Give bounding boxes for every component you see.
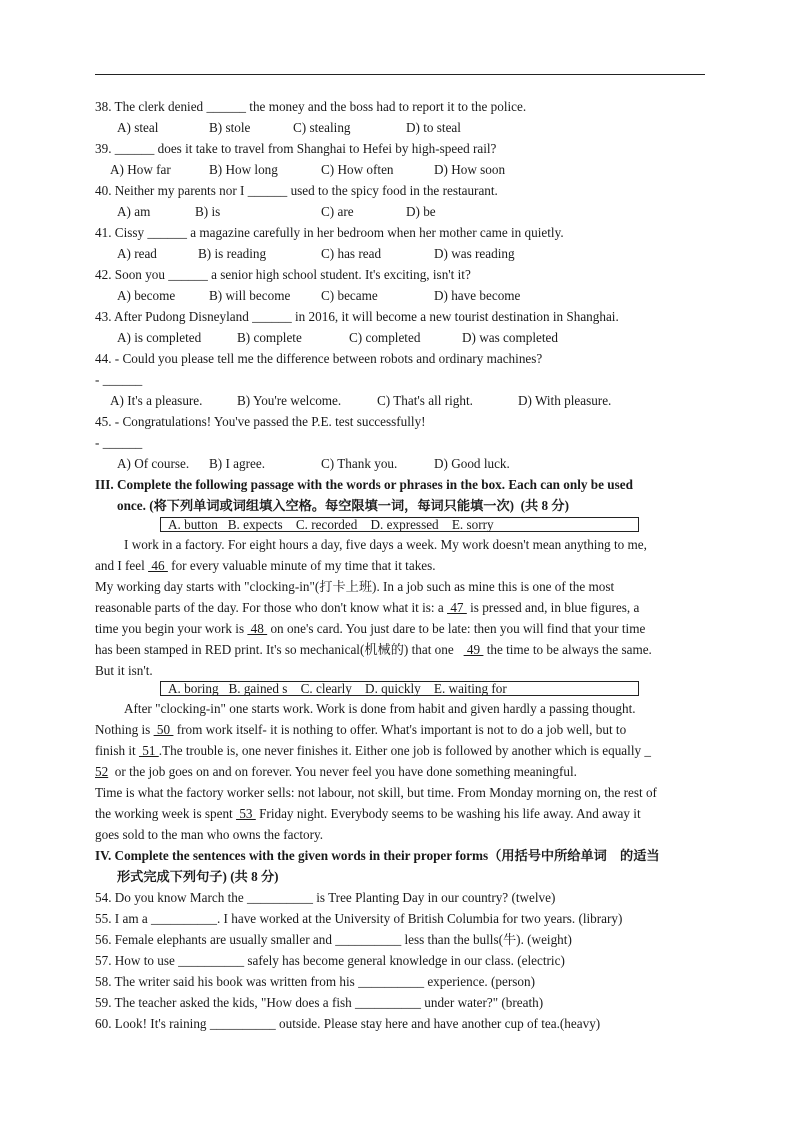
q42-option-d: D) have become: [434, 288, 521, 303]
question-41-stem: 41. Cissy ______ a magazine carefully in her bedroom when her mother came in quietly.: [95, 225, 564, 240]
passage-line-5: time you begin your work is 48 on one's card. You just dare to be late: then you will find that your time: [95, 621, 646, 636]
passage-line-14: goes sold to the man who owns the factory.: [95, 827, 324, 842]
q42-option-b: B) will become: [209, 288, 291, 303]
q40-option-b: B) is: [195, 204, 221, 219]
q41-option-c: C) has read: [321, 246, 382, 261]
q39-option-c: C) How often: [321, 162, 394, 177]
q38-option-d: D) to steal: [406, 120, 461, 135]
q41-option-a: A) read: [117, 246, 157, 261]
question-42-stem: 42. Soon you ______ a senior high school student. It's exciting, isn't it?: [95, 267, 471, 282]
q44-option-d: D) With pleasure.: [518, 393, 612, 408]
question-43-stem: 43. After Pudong Disneyland ______ in 2016, it will become a new tourist destination in Shanghai.: [95, 309, 619, 324]
section-4-heading-line2: 形式完成下列句子) (共 8 分): [117, 869, 279, 884]
q40-option-d: D) be: [406, 204, 436, 219]
blank-48: 48: [247, 621, 268, 636]
q40-option-c: C) are: [321, 204, 354, 219]
word-box-1-text: A. button B. expects C. recorded D. expressed E. sorry: [168, 517, 494, 532]
question-56: 56. Female elephants are usually smaller and __________ less than the bulls(牛). (weight): [95, 932, 572, 947]
q44-answer-blank: - ______: [95, 372, 143, 387]
q44-option-c: C) That's all right.: [377, 393, 473, 408]
q43-option-a: A) is completed: [117, 330, 202, 345]
q41-option-d: D) was reading: [434, 246, 515, 261]
passage-line-13: the working week is spent 53 Friday night. Everybody seems to be washing his life away. And away it: [95, 806, 641, 821]
blank-52: 52: [95, 764, 109, 779]
q42-option-a: A) become: [117, 288, 176, 303]
q45-option-a: A) Of course.: [117, 456, 190, 471]
q43-option-b: B) complete: [237, 330, 302, 345]
blank-50: 50: [153, 722, 174, 737]
question-55: 55. I am a __________. I have worked at the University of British Columbia for two years. (library): [95, 911, 623, 926]
q38-option-b: B) stole: [209, 120, 251, 135]
passage-line-1: I work in a factory. For eight hours a day, five days a week. My work doesn't mean anything to me,: [124, 537, 647, 552]
question-45-stem: 45. - Congratulations! You've passed the P.E. test successfully!: [95, 414, 426, 429]
question-38-stem: 38. The clerk denied ______ the money and the boss had to report it to the police.: [95, 99, 527, 114]
passage-line-9: Nothing is 50 from work itself- it is nothing to offer. What's important is not to do a job well, but to: [95, 722, 627, 737]
q43-option-c: C) completed: [349, 330, 421, 345]
header-rule: [95, 74, 705, 75]
q39-option-a: A) How far: [110, 162, 171, 177]
q38-option-c: C) stealing: [293, 120, 351, 135]
blank-47: 47: [447, 600, 467, 615]
q44-option-b: B) You're welcome.: [237, 393, 342, 408]
q38-option-a: A) steal: [117, 120, 159, 135]
blank-53: 53: [236, 806, 256, 821]
passage-line-4: reasonable parts of the day. For those who don't know what it is: a 47 is pressed and, in blue figures, a: [95, 600, 640, 615]
section-3-heading-line1: III. Complete the following passage with the words or phrases in the box. Each can only be used: [95, 477, 633, 492]
passage-line-10: finish it 51 .The trouble is, one never finishes it. Either one job is followed by another which is equally _: [95, 743, 651, 758]
q45-option-c: C) Thank you.: [321, 456, 398, 471]
q39-option-d: D) How soon: [434, 162, 506, 177]
passage-line-8: After "clocking-in" one starts work. Work is done from habit and given hardly a passing thought.: [124, 701, 636, 716]
blank-51: 51: [138, 743, 159, 758]
section-4-heading-line1: IV. Complete the sentences with the given words in their proper forms（用括号中所给单词 的适当: [95, 848, 660, 863]
q45-option-b: B) I agree.: [209, 456, 266, 471]
question-44-stem: 44. - Could you please tell me the difference between robots and ordinary machines?: [95, 351, 543, 366]
question-40-stem: 40. Neither my parents nor I ______ used to the spicy food in the restaurant.: [95, 183, 498, 198]
question-58: 58. The writer said his book was written from his __________ experience. (person): [95, 974, 535, 989]
q42-option-c: C) became: [321, 288, 378, 303]
question-57: 57. How to use __________ safely has become general knowledge in our class. (electric): [95, 953, 565, 968]
q41-option-b: B) is reading: [198, 246, 267, 261]
passage-line-2: and I feel 46 for every valuable minute of my time that it takes.: [95, 558, 436, 573]
q44-option-a: A) It's a pleasure.: [110, 393, 203, 408]
passage-line-7: But it isn't.: [95, 663, 153, 678]
blank-49: 49: [463, 642, 484, 657]
q40-option-a: A) am: [117, 204, 151, 219]
blank-46: 46: [148, 558, 168, 573]
passage-line-12: Time is what the factory worker sells: not labour, not skill, but time. From Monday morning on, the rest of: [95, 785, 657, 800]
question-60: 60. Look! It's raining __________ outside. Please stay here and have another cup of tea.(heavy): [95, 1016, 601, 1031]
q39-option-b: B) How long: [209, 162, 278, 177]
q45-answer-blank: - ______: [95, 435, 143, 450]
passage-line-11: 52 or the job goes on and on forever. You never feel you have done something meaningful.: [95, 764, 577, 779]
passage-line-6: has been stamped in RED print. It's so mechanical(机械的) that one 49 the time to be always the same.: [95, 642, 652, 657]
word-box-2-text: A. boring B. gained s C. clearly D. quickly E. waiting for: [168, 681, 507, 696]
passage-line-3: My working day starts with "clocking-in"(打卡上班). In a job such as mine this is one of the most: [95, 579, 615, 594]
section-3-heading-line2: once. (将下列单词或词组填入空格。每空限填一词，每词只能填一次) (共 8 分): [117, 498, 570, 513]
question-39-stem: 39. ______ does it take to travel from Shanghai to Hefei by high-speed rail?: [95, 141, 497, 156]
question-59: 59. The teacher asked the kids, "How does a fish __________ under water?" (breath): [95, 995, 544, 1010]
q43-option-d: D) was completed: [462, 330, 558, 345]
question-54: 54. Do you know March the __________ is Tree Planting Day in our country? (twelve): [95, 890, 556, 905]
q45-option-d: D) Good luck.: [434, 456, 510, 471]
